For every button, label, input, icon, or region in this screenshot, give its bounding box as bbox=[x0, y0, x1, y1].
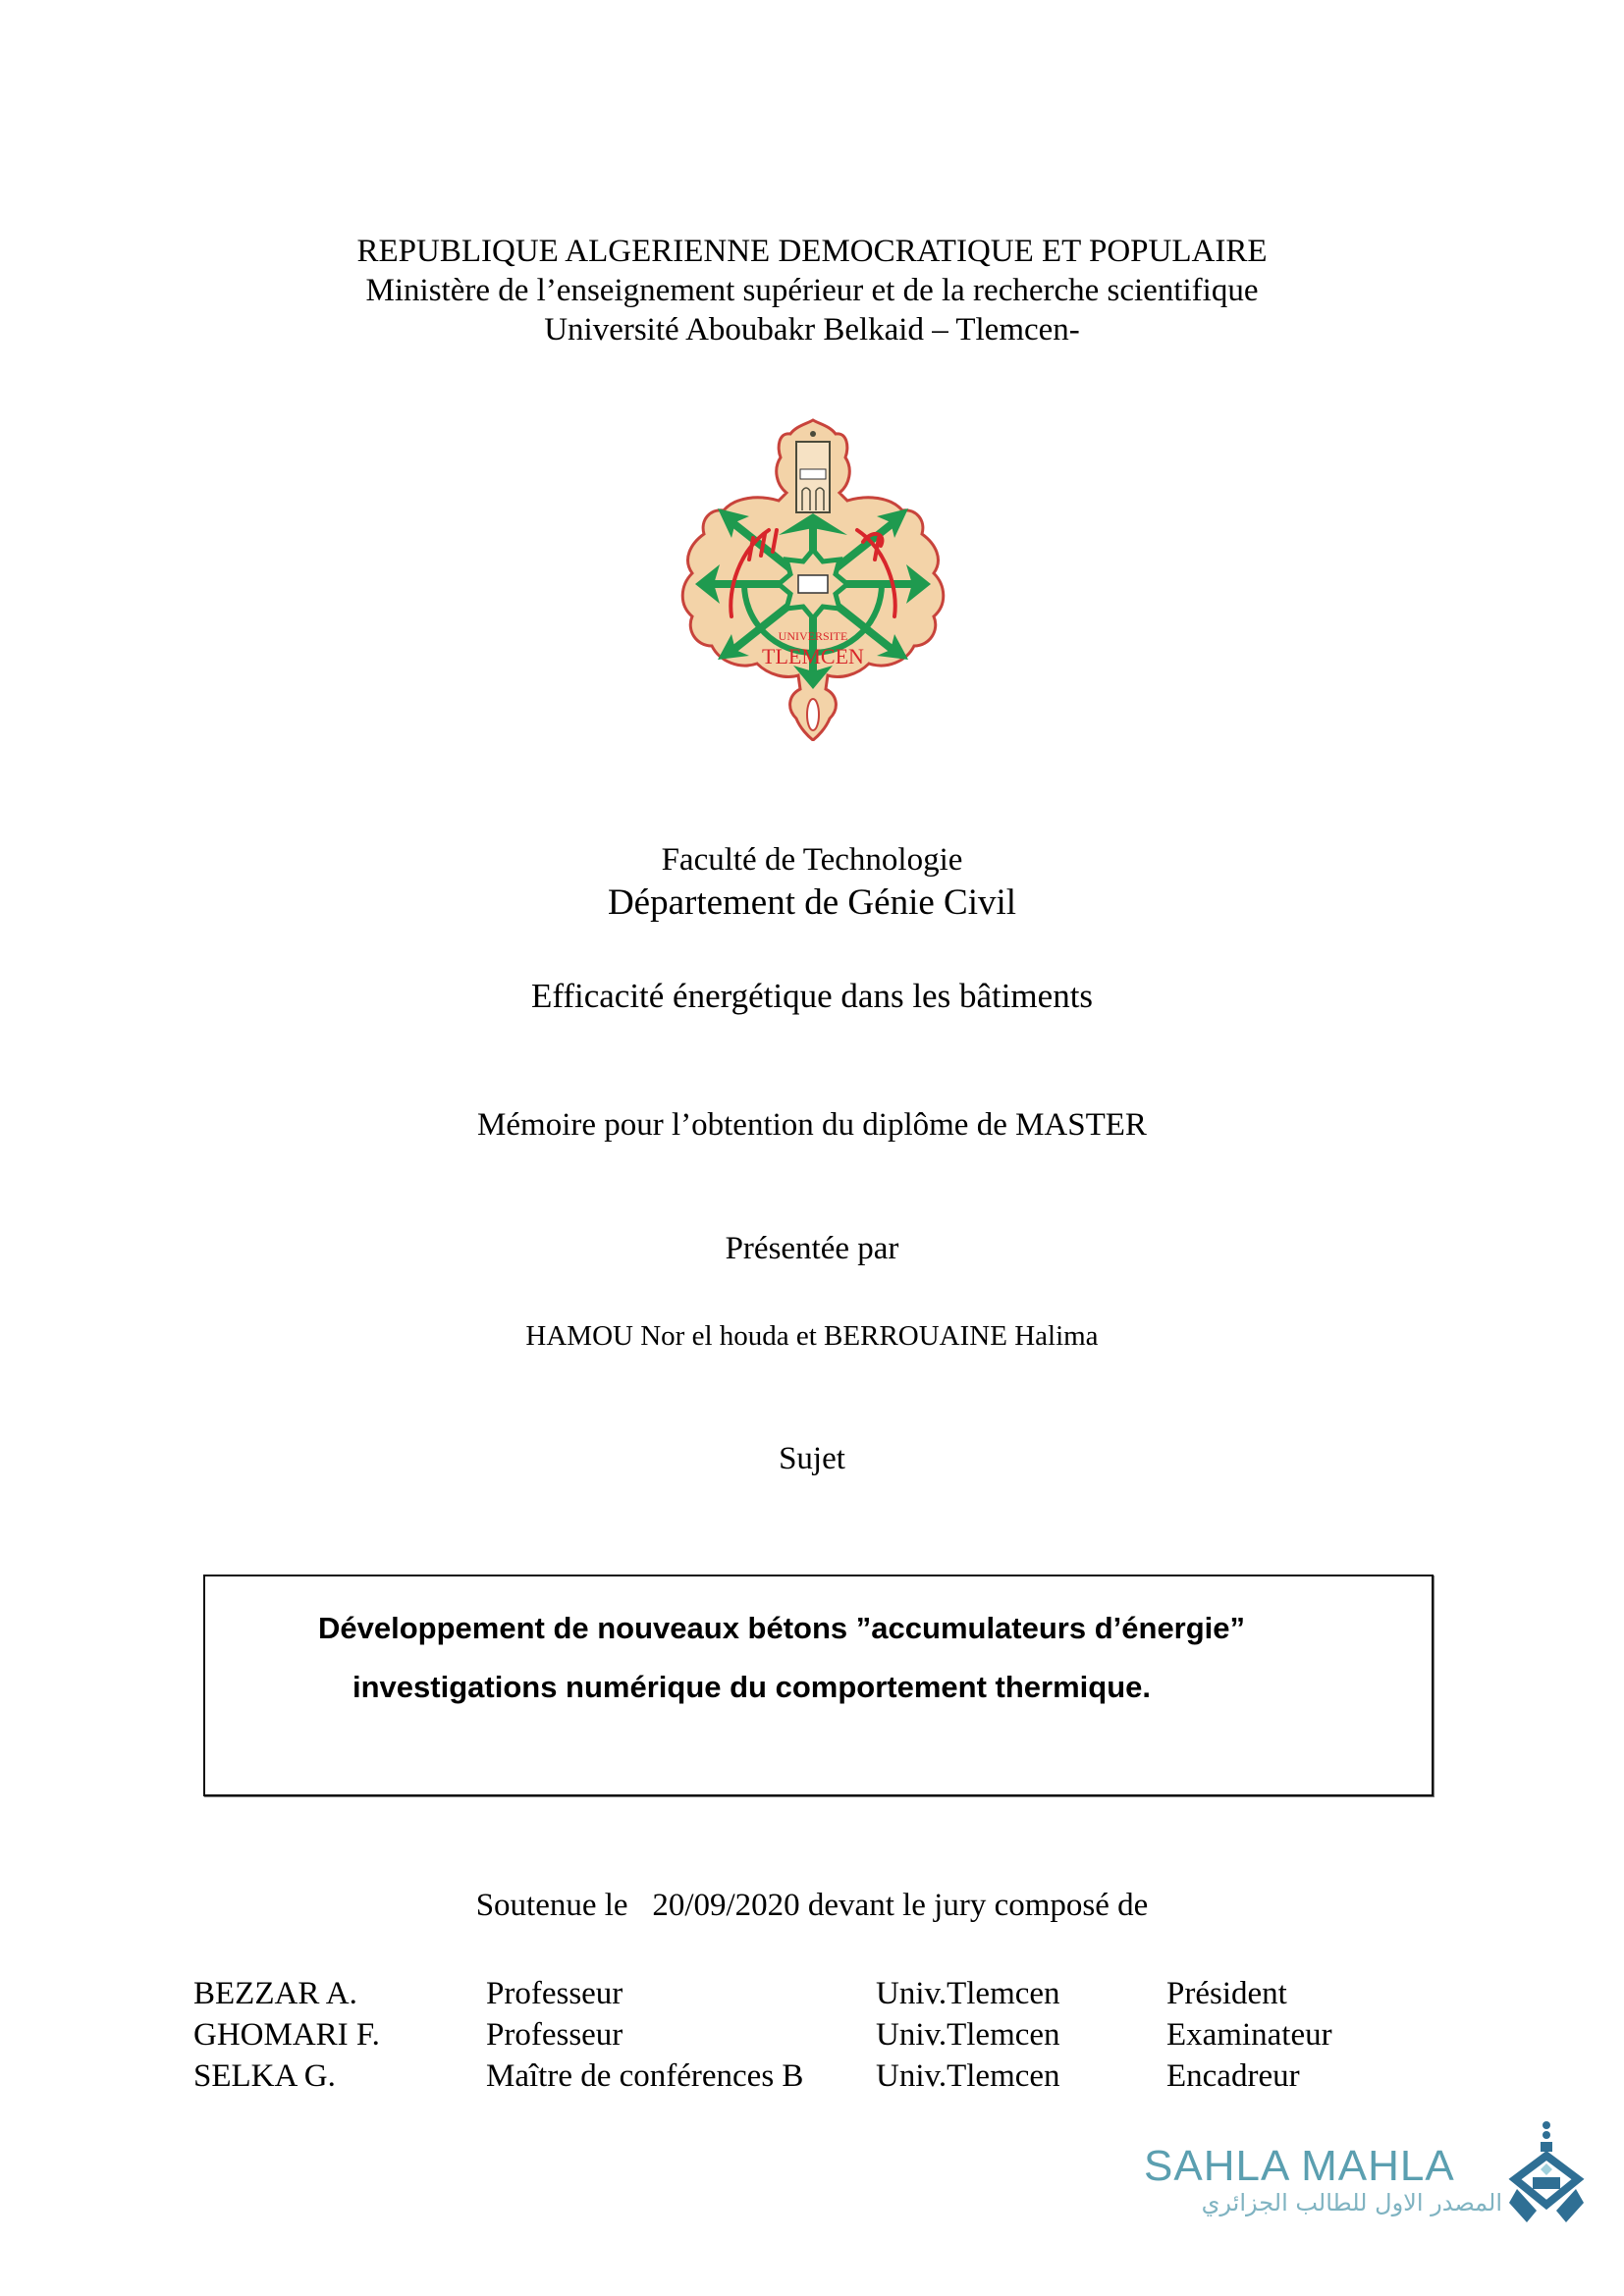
department-name: Département de Génie Civil bbox=[607, 882, 1017, 923]
jury-member-row bbox=[0, 2056, 1624, 2098]
jury-institution: Univ.Tlemcen bbox=[876, 2017, 1060, 2053]
authors: HAMOU Nor el houda et BERROUAINE Halima bbox=[525, 1320, 1099, 1352]
jury-member-row bbox=[0, 2015, 1624, 2056]
jury-name: BEZZAR A. bbox=[193, 1976, 357, 2011]
sahla-mahla-watermark bbox=[1129, 2120, 1591, 2228]
university-header: Université Aboubakr Belkaid – Tlemcen- bbox=[544, 312, 1080, 347]
jury-role: Examinateur bbox=[1166, 2017, 1332, 2053]
jury-name: SELKA G. bbox=[193, 2058, 336, 2094]
jury-member-row bbox=[0, 1974, 1624, 2015]
presented-by-label: Présentée par bbox=[725, 1231, 899, 1266]
jury-name: GHOMARI F. bbox=[193, 2017, 380, 2053]
jury-institution: Univ.Tlemcen bbox=[876, 1976, 1060, 2011]
jury-role: Encadreur bbox=[1166, 2058, 1300, 2094]
university-emblem-icon bbox=[671, 412, 955, 741]
ministry-header: Ministère de l’enseignement supérieur et de la recherche scientifique bbox=[365, 273, 1259, 308]
jury-role: Président bbox=[1166, 1976, 1287, 2011]
specialty-name: Efficacité énergétique dans les bâtiments bbox=[530, 977, 1094, 1015]
jury-rank: Professeur bbox=[486, 2017, 623, 2053]
jury-institution: Univ.Tlemcen bbox=[876, 2058, 1060, 2094]
jury-rank: Maître de conférences B bbox=[486, 2058, 804, 2094]
degree-line: Mémoire pour l’obtention du diplôme de MASTER bbox=[477, 1107, 1147, 1143]
sahla-mahla-emblem-icon bbox=[1507, 2120, 1586, 2226]
subject-title-line-2: investigations numérique du comportement thermique. bbox=[352, 1670, 1151, 1704]
watermark-title: SAHLA MAHLA bbox=[1144, 2142, 1455, 2190]
faculty-name: Faculté de Technologie bbox=[661, 842, 963, 878]
country-header: REPUBLIQUE ALGERIENNE DEMOCRATIQUE ET POPULAIRE bbox=[356, 234, 1268, 269]
svg-text:UNIVERSITE: UNIVERSITE bbox=[778, 629, 848, 643]
defense-date-line: Soutenue le 20/09/2020 devant le jury composé de bbox=[475, 1888, 1149, 1923]
jury-rank: Professeur bbox=[486, 1976, 623, 2011]
subject-title-line-1: Développement de nouveaux bétons ”accumulateurs d’énergie” bbox=[318, 1611, 1246, 1645]
subject-title-box bbox=[203, 1575, 1434, 1796]
watermark-subtitle: المصدر الاول للطالب الجزائري bbox=[1201, 2189, 1502, 2216]
subject-label: Sujet bbox=[779, 1441, 845, 1476]
svg-text:TLEMCEN: TLEMCEN bbox=[762, 644, 864, 668]
